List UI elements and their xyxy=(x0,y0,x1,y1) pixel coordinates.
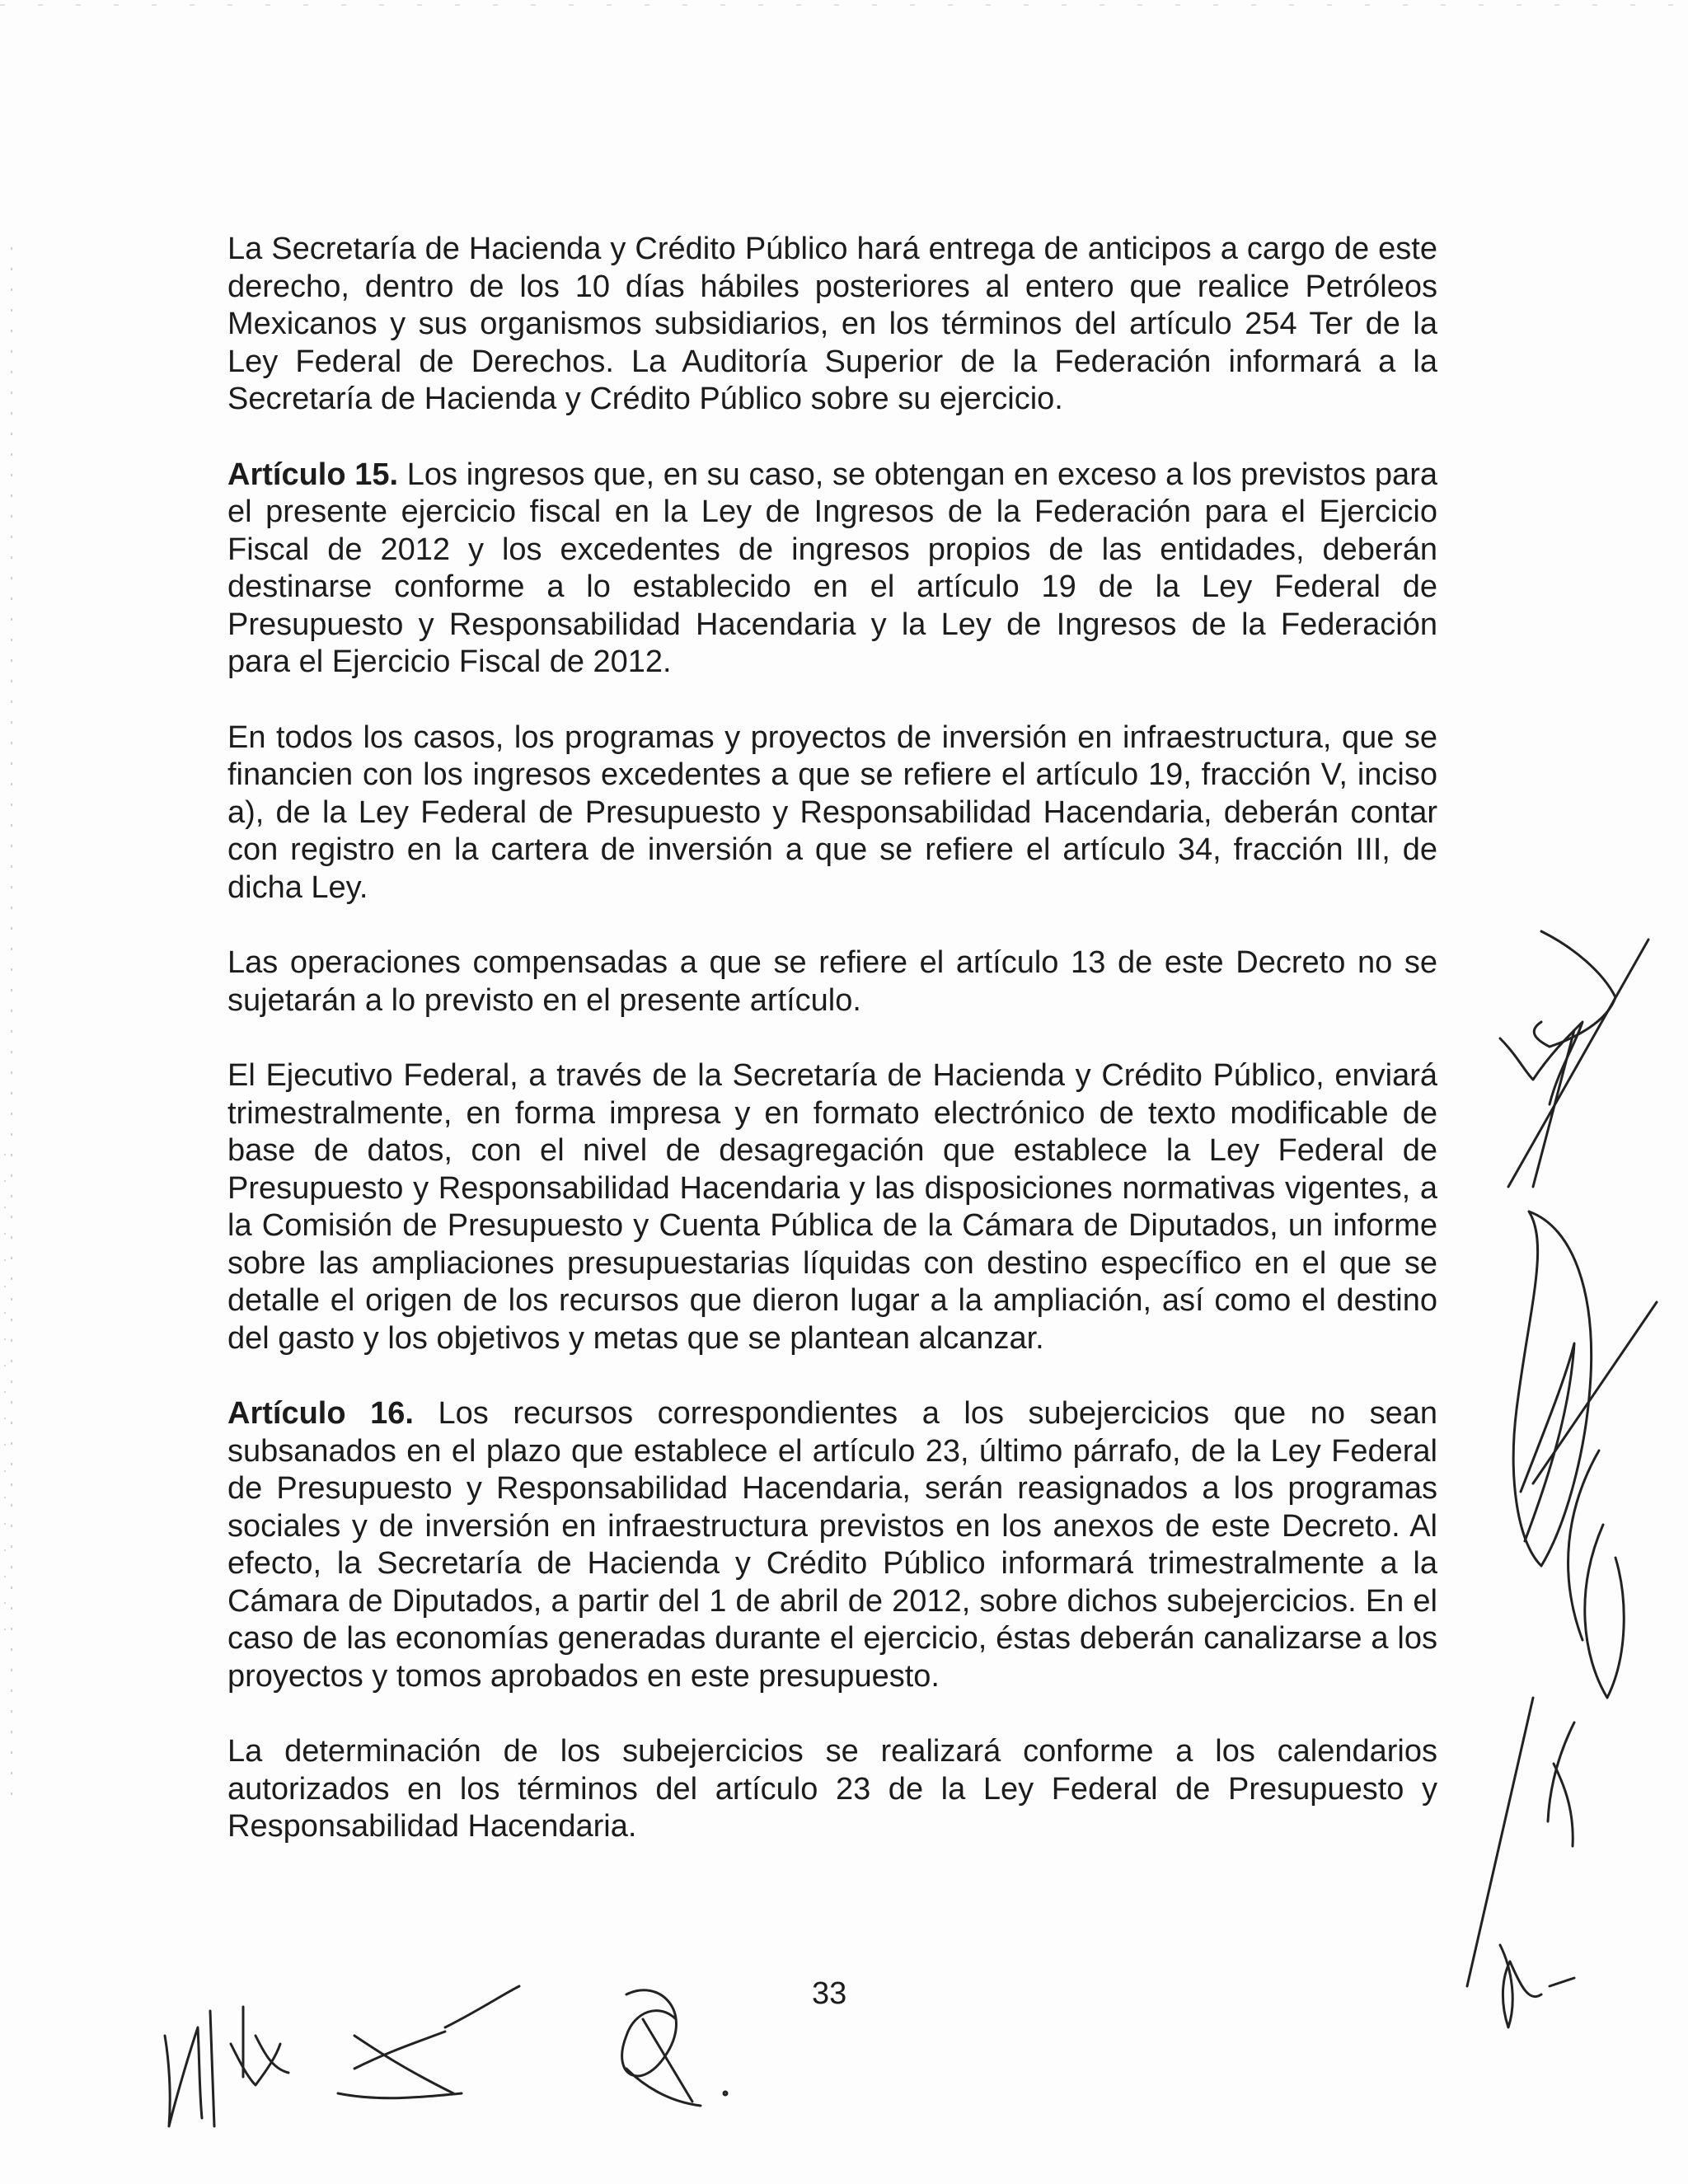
paragraph-text: La determinación de los subejercicios se realizará conforme a los calendarios autorizados en los términos del artículo 23 de la Ley Federal de Presupuesto y Responsabilidad Hacendaria. xyxy=(227,1734,1437,1844)
paragraph-text: En todos los casos, los programas y proyectos de inversión en infraestructura, que se financien con los ingresos excedentes a que se refiere el artículo 19, fracción V, inciso a), de la Ley Federal de Presupuesto y Responsabilidad Hacendaria, deberán contar con registro en la cartera de inversión a que se refiere el artículo 34, fracción III, de dicha Ley. xyxy=(227,719,1437,905)
paragraph-article-15 xyxy=(227,457,1437,682)
paragraph-text: El Ejecutivo Federal, a través de la Secretaría de Hacienda y Crédito Público, enviará trimestralmente, en forma impresa y en formato electrónico de texto modificable de base de datos, con el nivel de desagregación que establece la Ley Federal de Presupuesto y Responsabilidad Hacendaria y las disposiciones normativas vigentes, a la Comisión de Presupuesto y Cuenta Pública de la Cámara de Diputados, un informe sobre las ampliaciones presupuestarias líquidas con destino específico en el que se detalle el origen de los recursos que dieron lugar a la ampliación, así como el destino del gasto y los objetivos y metas que se plantean alcanzar. xyxy=(227,1058,1437,1356)
paragraph-text: Las operaciones compensadas a que se refiere el artículo 13 de este Decreto no se sujetarán a lo previsto en el presente artículo. xyxy=(227,945,1437,1018)
bottom-signatures xyxy=(132,1961,956,2168)
paragraph-5 xyxy=(227,1057,1437,1357)
article-15-heading: Artículo 15. xyxy=(227,457,399,492)
paragraph-3 xyxy=(227,719,1437,907)
margin-signature-right xyxy=(1451,915,1665,2069)
paragraph-text: Los ingresos que, en su caso, se obtengan en exceso a los previstos para el presente ejercicio fiscal en la Ley de Ingresos de la Federación para el Ejercicio Fiscal de 2012 y los excedentes de ingresos propios de las entidades, deberán destinarse conforme a lo establecido en el artículo 19 de la Ley Federal de Presupuesto y Responsabilidad Hacendaria y la Ley de Ingresos de la Federación para el Ejercicio Fiscal de 2012. xyxy=(227,457,1437,679)
document-body xyxy=(227,231,1437,1884)
paragraph-7 xyxy=(227,1733,1437,1846)
paragraph-text: La Secretaría de Hacienda y Crédito Público hará entrega de anticipos a cargo de este derecho, dentro de los 10 días hábiles posteriores al entero que realice Petróleos Mexicanos y sus organismos subsidiarios, en los términos del artículo 254 Ter de la Ley Federal de Derechos. La Auditoría Superior de la Federación informará a la Secretaría de Hacienda y Crédito Público sobre su ejercicio. xyxy=(227,232,1437,416)
page-number: 33 xyxy=(812,1976,847,2011)
article-16-heading: Artículo 16. xyxy=(227,1396,414,1431)
paragraph-article-16 xyxy=(227,1395,1437,1695)
paragraph-text: Los recursos correspondientes a los subejercicios que no sean subsanados en el plazo que establece el artículo 23, último párrafo, de la Ley Federal de Presupuesto y Responsabilidad Hacendaria, serán reasignados a los programas sociales y de inversión en infraestructura previstos en los anexos de este Decreto. Al efecto, la Secretaría de Hacienda y Crédito Público informará trimestralmente a la Cámara de Diputados, a partir del 1 de abril de 2012, sobre dichos subejercicios. En el caso de las economías generadas durante el ejercicio, éstas deberán canalizarse a los proyectos y tomos aprobados en este presupuesto. xyxy=(227,1396,1437,1694)
paragraph-4 xyxy=(227,944,1437,1019)
paragraph-1 xyxy=(227,231,1437,419)
